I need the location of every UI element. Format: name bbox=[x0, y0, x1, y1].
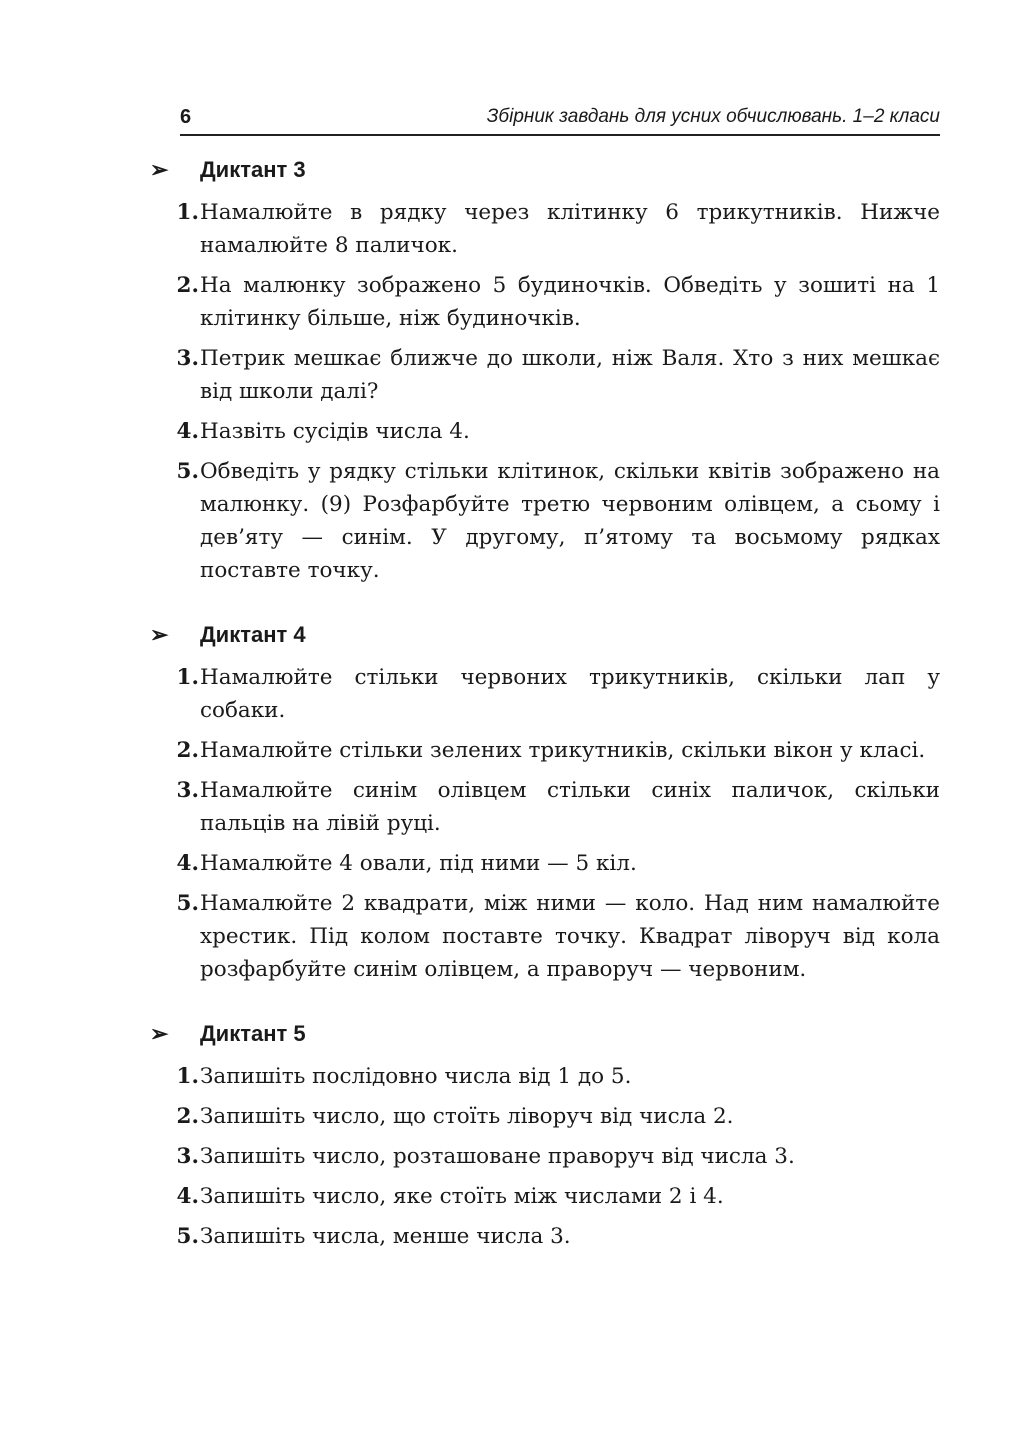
section-dictation-5 bbox=[150, 1014, 940, 1253]
task-text: Запишіть число, яке стоїть між числами 2 і 4. bbox=[200, 1184, 724, 1209]
task-number: 5. bbox=[176, 1224, 199, 1249]
arrow-bullet-icon: ➢ bbox=[150, 622, 169, 647]
task-number: 3. bbox=[176, 346, 199, 371]
task-text: Петрик мешкає ближче до школи, ніж Валя. Хто з них мешкає від школи далі? bbox=[200, 346, 940, 404]
section-heading bbox=[150, 615, 940, 655]
list-item bbox=[150, 342, 940, 408]
section-heading bbox=[150, 150, 940, 190]
task-number: 4. bbox=[176, 419, 199, 444]
task-number: 5. bbox=[176, 891, 199, 916]
task-number: 1. bbox=[176, 665, 199, 690]
task-text: Намалюйте 2 квадрати, між ними — коло. Над ним намалюйте хрестик. Під колом поставте точку. Квадрат ліворуч від кола розфарбуйте синім олівцем, а праворуч — червоним. bbox=[200, 891, 940, 982]
list-item bbox=[150, 847, 940, 880]
task-text: Намалюйте стільки зелених трикутників, скільки вікон у класі. bbox=[200, 738, 926, 763]
task-text: Запишіть число, розташоване праворуч від числа 3. bbox=[200, 1144, 795, 1169]
task-number: 3. bbox=[176, 1144, 199, 1169]
task-text: Запишіть числа, менше числа 3. bbox=[200, 1224, 571, 1249]
task-number: 1. bbox=[176, 200, 199, 225]
list-item bbox=[150, 661, 940, 727]
task-number: 2. bbox=[176, 1104, 199, 1129]
page-number: 6 bbox=[180, 106, 192, 128]
task-text: На малюнку зображено 5 будиночків. Обведіть у зошиті на 1 клітинку більше, ніж будиночків. bbox=[200, 273, 940, 331]
page-content bbox=[150, 150, 940, 1260]
list-item bbox=[150, 734, 940, 767]
task-number: 5. bbox=[176, 459, 199, 484]
task-number: 2. bbox=[176, 273, 199, 298]
list-item bbox=[150, 887, 940, 986]
task-list bbox=[150, 1060, 940, 1253]
list-item bbox=[150, 196, 940, 262]
task-text: Запишіть послідовно числа від 1 до 5. bbox=[200, 1064, 632, 1089]
list-item bbox=[150, 1060, 940, 1093]
arrow-bullet-icon: ➢ bbox=[150, 157, 169, 182]
section-heading bbox=[150, 1014, 940, 1054]
task-text: Назвіть сусідів числа 4. bbox=[200, 419, 470, 444]
task-text: Намалюйте синім олівцем стільки синіх паличок, скільки пальців на лівій руці. bbox=[200, 778, 940, 836]
list-item bbox=[150, 1180, 940, 1213]
task-text: Намалюйте в рядку через клітинку 6 трикутників. Нижче намалюйте 8 паличок. bbox=[200, 200, 940, 258]
task-number: 4. bbox=[176, 851, 199, 876]
task-number: 4. bbox=[176, 1184, 199, 1209]
task-text: Намалюйте стільки червоних трикутників, скільки лап у собаки. bbox=[200, 665, 940, 723]
page-header bbox=[180, 104, 940, 136]
section-title: Диктант 3 bbox=[200, 157, 306, 182]
section-dictation-3 bbox=[150, 150, 940, 587]
list-item bbox=[150, 415, 940, 448]
running-title: Збірник завдань для усних обчислювань. 1–2 класи bbox=[486, 106, 940, 127]
arrow-bullet-icon: ➢ bbox=[150, 1021, 169, 1046]
list-item bbox=[150, 1220, 940, 1253]
section-dictation-4 bbox=[150, 615, 940, 986]
section-title: Диктант 4 bbox=[200, 622, 306, 647]
task-list bbox=[150, 661, 940, 986]
task-list bbox=[150, 196, 940, 587]
task-text: Намалюйте 4 овали, під ними — 5 кіл. bbox=[200, 851, 637, 876]
task-number: 2. bbox=[176, 738, 199, 763]
task-number: 1. bbox=[176, 1064, 199, 1089]
list-item bbox=[150, 269, 940, 335]
list-item bbox=[150, 455, 940, 587]
list-item bbox=[150, 1100, 940, 1133]
task-number: 3. bbox=[176, 778, 199, 803]
task-text: Запишіть число, що стоїть ліворуч від числа 2. bbox=[200, 1104, 734, 1129]
section-title: Диктант 5 bbox=[200, 1021, 306, 1046]
list-item bbox=[150, 774, 940, 840]
list-item bbox=[150, 1140, 940, 1173]
task-text: Обведіть у рядку стільки клітинок, скільки квітів зображено на малюнку. (9) Розфарбуйте третю червоним олівцем, а сьому і дев’яту — синім. У другому, п’ятому та восьмому рядках поставте точку. bbox=[200, 459, 940, 583]
